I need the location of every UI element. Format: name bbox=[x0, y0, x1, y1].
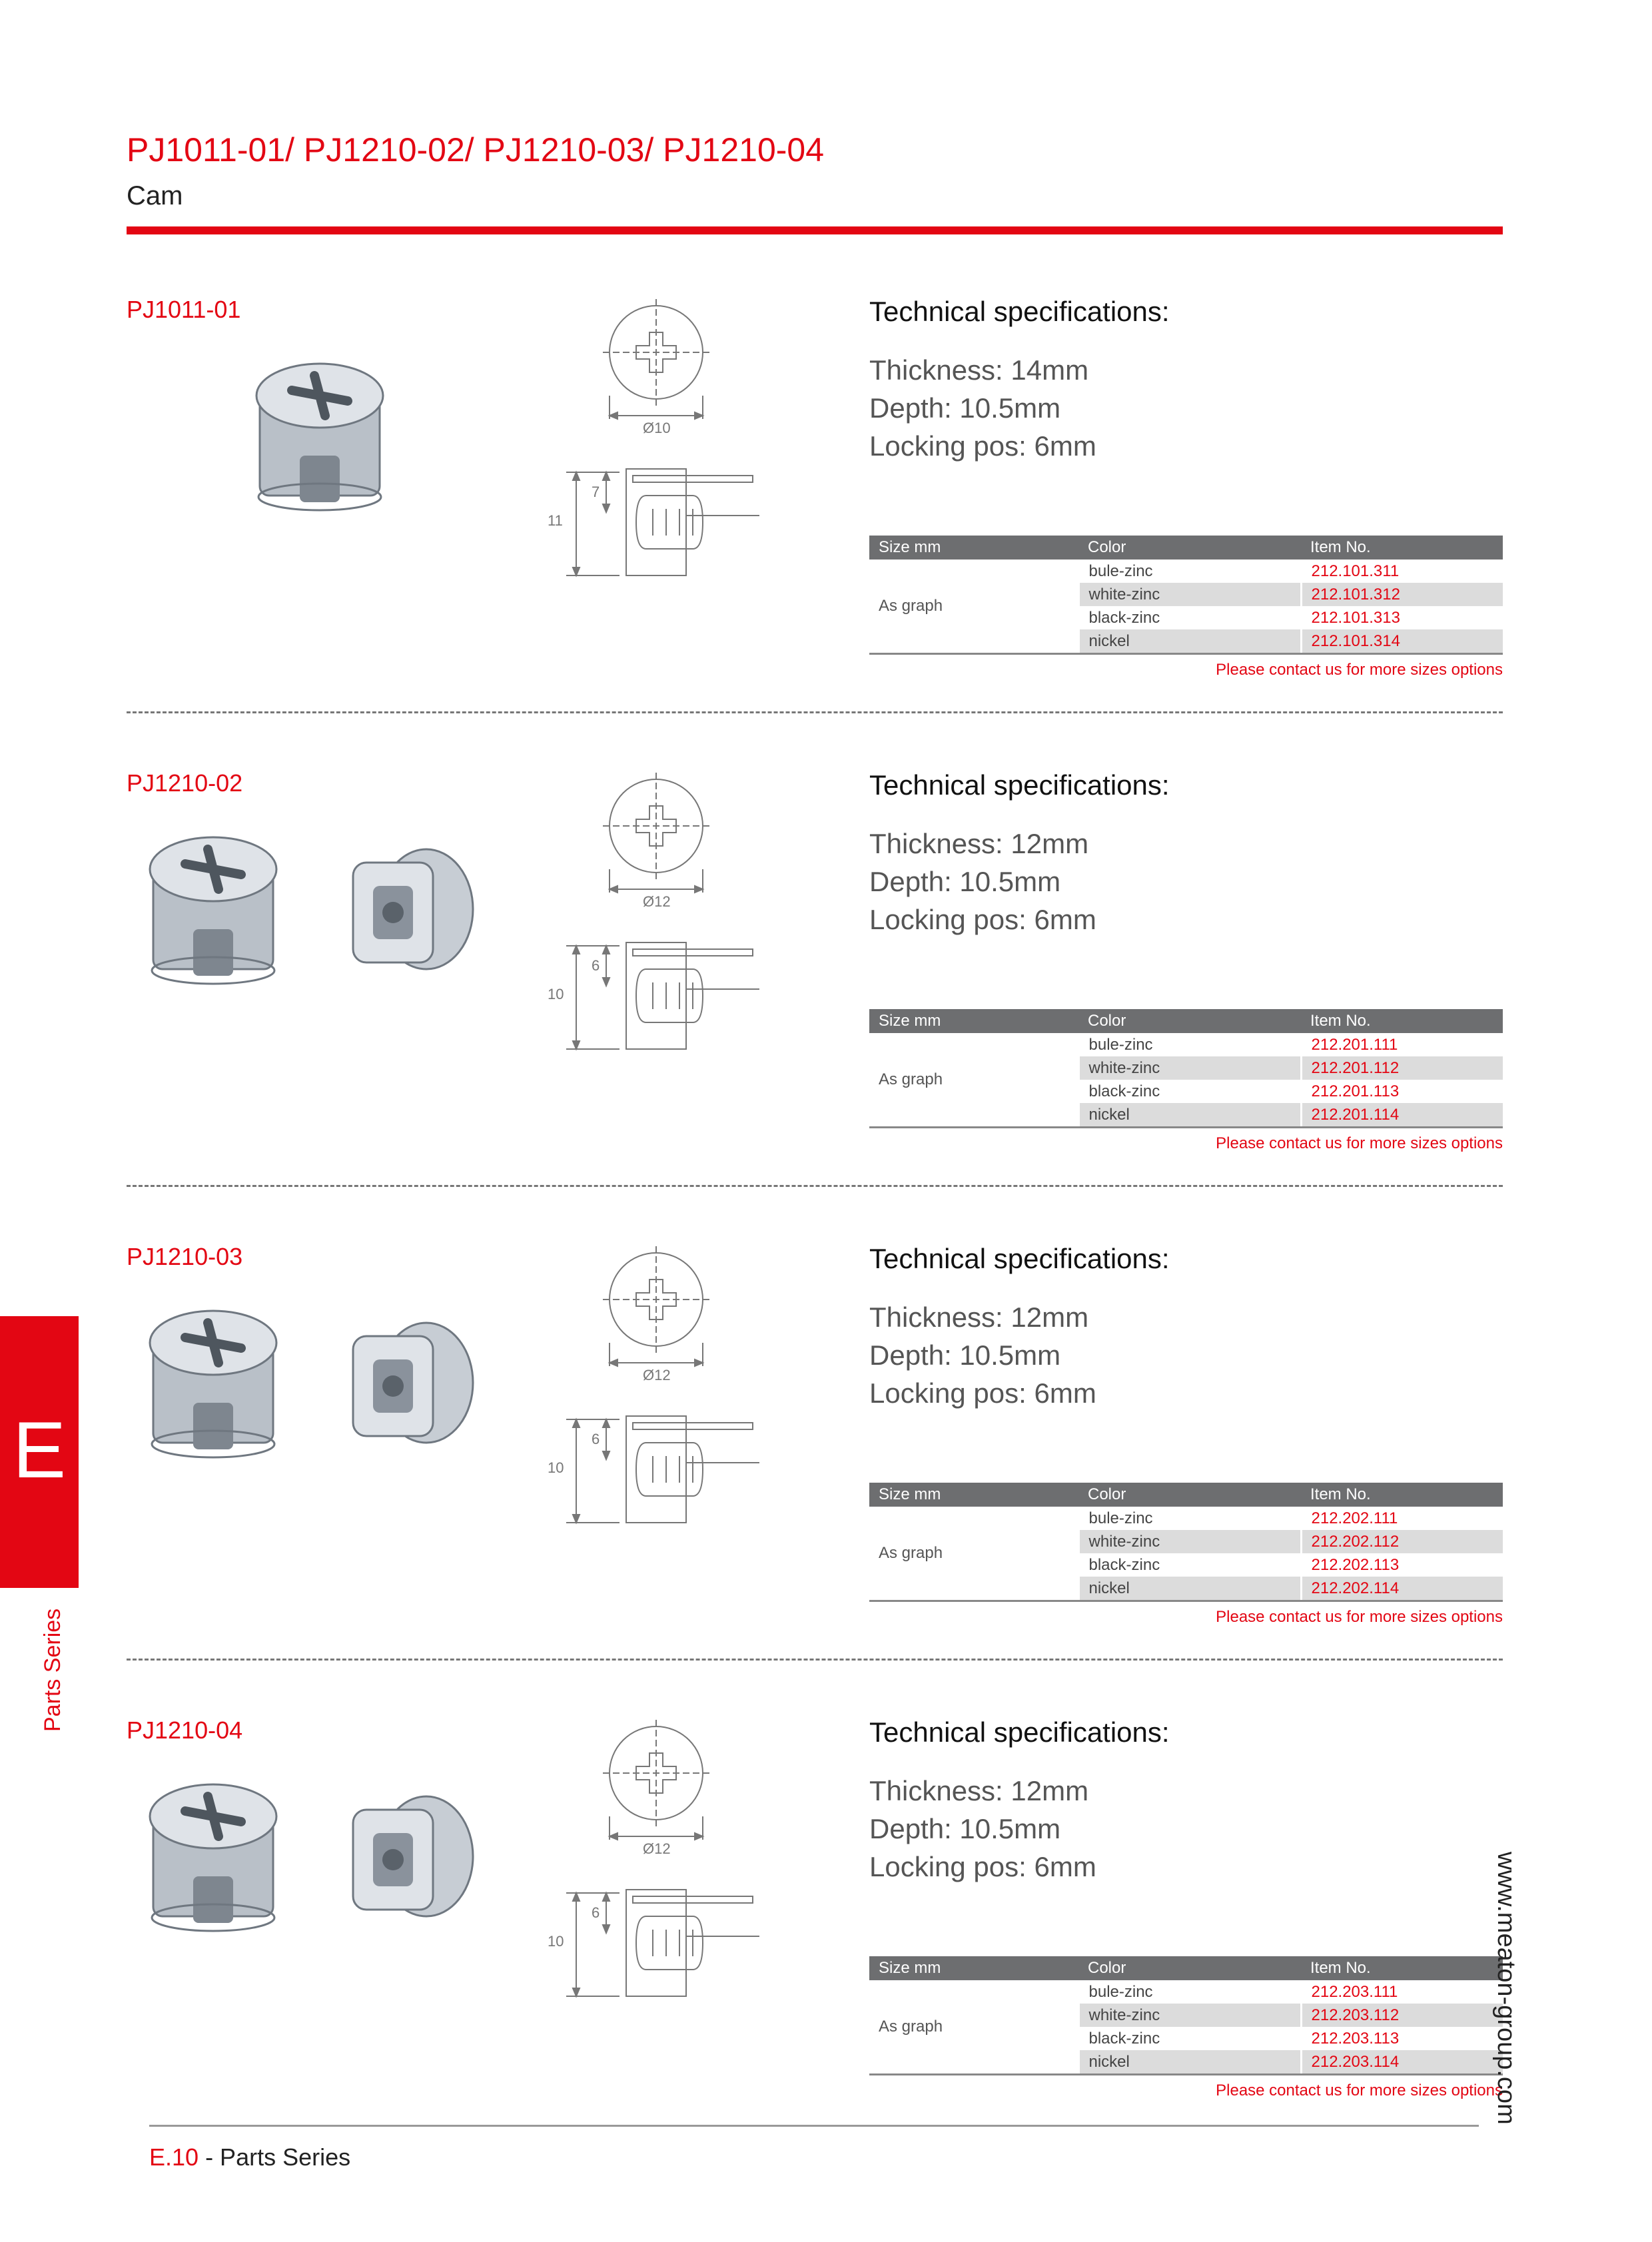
header-size: Size mm bbox=[869, 1483, 1078, 1507]
product-photo-side bbox=[326, 823, 486, 999]
footer-label: - Parts Series bbox=[199, 2143, 351, 2171]
header-item: Item No. bbox=[1301, 1009, 1503, 1033]
color-cell: bule-zinc bbox=[1078, 1980, 1301, 2004]
item-number-cell: 212.202.112 bbox=[1301, 1530, 1503, 1553]
drawing-lock-label: 6 bbox=[592, 957, 600, 974]
drawing-height-label: 11 bbox=[548, 512, 563, 529]
website-url: www.meaton-group.com bbox=[1492, 1852, 1520, 2125]
contact-note: Please contact us for more sizes options bbox=[1216, 1134, 1503, 1152]
drawing-diameter-label: Ø10 bbox=[643, 420, 671, 436]
table-row bbox=[869, 1507, 1503, 1530]
contact-note: Please contact us for more sizes options bbox=[1216, 661, 1503, 679]
color-cell: bule-zinc bbox=[1078, 1507, 1301, 1530]
table-row bbox=[869, 560, 1503, 583]
color-cell: white-zinc bbox=[1078, 2004, 1301, 2027]
footer-page-number: E.10 bbox=[149, 2143, 199, 2171]
spec-line: Depth: 10.5mm bbox=[869, 392, 1061, 424]
product-photo-front bbox=[133, 1770, 293, 1946]
spec-line: Depth: 10.5mm bbox=[869, 866, 1061, 897]
color-cell: black-zinc bbox=[1078, 2027, 1301, 2050]
spec-line: Locking pos: 6mm bbox=[869, 904, 1096, 935]
technical-drawing bbox=[546, 1243, 773, 1589]
product-photo-side bbox=[326, 1296, 486, 1473]
color-cell: black-zinc bbox=[1078, 1080, 1301, 1103]
item-number-cell: 212.203.111 bbox=[1301, 1980, 1503, 2004]
drawing-diameter-label: Ø12 bbox=[643, 893, 671, 910]
page-title: PJ1011-01/ PJ1210-02/ PJ1210-03/ PJ1210-04 bbox=[127, 131, 825, 169]
item-number-cell: 212.201.111 bbox=[1301, 1033, 1503, 1056]
color-cell: bule-zinc bbox=[1078, 560, 1301, 583]
spec-line: Thickness: 12mm bbox=[869, 1775, 1089, 1806]
item-number-cell: 212.202.114 bbox=[1301, 1577, 1503, 1601]
product-code: PJ1210-02 bbox=[127, 769, 243, 797]
table-row bbox=[869, 1033, 1503, 1056]
color-cell: nickel bbox=[1078, 1103, 1301, 1128]
color-cell: white-zinc bbox=[1078, 583, 1301, 606]
drawing-lock-label: 7 bbox=[592, 484, 600, 500]
item-number-cell: 212.101.314 bbox=[1301, 629, 1503, 654]
header-size: Size mm bbox=[869, 1956, 1078, 1980]
item-number-cell: 212.201.114 bbox=[1301, 1103, 1503, 1128]
drawing-height-label: 10 bbox=[548, 986, 564, 1002]
item-number-cell: 212.202.111 bbox=[1301, 1507, 1503, 1530]
header-item: Item No. bbox=[1301, 1483, 1503, 1507]
size-cell: As graph bbox=[869, 560, 1078, 654]
header-item: Item No. bbox=[1301, 536, 1503, 560]
product-code: PJ1011-01 bbox=[127, 296, 241, 323]
drawing-lock-label: 6 bbox=[592, 1431, 600, 1447]
product-section bbox=[0, 1716, 1652, 2191]
item-number-cell: 212.203.113 bbox=[1301, 2027, 1503, 2050]
color-cell: white-zinc bbox=[1078, 1056, 1301, 1080]
drawing-lock-label: 6 bbox=[592, 1904, 600, 1921]
spec-line: Locking pos: 6mm bbox=[869, 1851, 1096, 1882]
spec-line: Locking pos: 6mm bbox=[869, 430, 1096, 462]
technical-drawing bbox=[546, 769, 773, 1116]
color-cell: white-zinc bbox=[1078, 1530, 1301, 1553]
color-cell: nickel bbox=[1078, 629, 1301, 654]
item-number-cell: 212.101.312 bbox=[1301, 583, 1503, 606]
color-cell: black-zinc bbox=[1078, 606, 1301, 629]
footer-divider bbox=[149, 2125, 1479, 2127]
drawing-height-label: 10 bbox=[548, 1933, 564, 1950]
color-cell: bule-zinc bbox=[1078, 1033, 1301, 1056]
spec-heading: Technical specifications: bbox=[869, 1716, 1170, 1748]
spec-line: Depth: 10.5mm bbox=[869, 1339, 1061, 1371]
spec-table bbox=[869, 536, 1503, 655]
spec-heading: Technical specifications: bbox=[869, 1243, 1170, 1274]
size-cell: As graph bbox=[869, 1980, 1078, 2075]
header-color: Color bbox=[1078, 1009, 1301, 1033]
technical-drawing bbox=[546, 1716, 773, 2063]
footer bbox=[149, 2143, 350, 2171]
product-photo-side bbox=[326, 1770, 486, 1946]
item-number-cell: 212.201.112 bbox=[1301, 1056, 1503, 1080]
product-section bbox=[0, 296, 1652, 770]
item-number-cell: 212.101.311 bbox=[1301, 560, 1503, 583]
spec-table bbox=[869, 1483, 1503, 1602]
drawing-diameter-label: Ø12 bbox=[643, 1840, 671, 1857]
spec-line: Thickness: 12mm bbox=[869, 828, 1089, 859]
item-number-cell: 212.203.114 bbox=[1301, 2050, 1503, 2075]
size-cell: As graph bbox=[869, 1033, 1078, 1128]
product-photo-front bbox=[240, 349, 400, 526]
section-divider bbox=[127, 711, 1503, 713]
color-cell: nickel bbox=[1078, 1577, 1301, 1601]
product-code: PJ1210-03 bbox=[127, 1243, 243, 1270]
side-section-letter: E bbox=[12, 1405, 67, 1495]
spec-line: Locking pos: 6mm bbox=[869, 1377, 1096, 1409]
header-item: Item No. bbox=[1301, 1956, 1503, 1980]
title-divider bbox=[127, 226, 1503, 234]
section-divider bbox=[127, 1185, 1503, 1187]
spec-table bbox=[869, 1009, 1503, 1128]
item-number-cell: 212.201.113 bbox=[1301, 1080, 1503, 1103]
page-subtitle: Cam bbox=[127, 181, 183, 210]
spec-line: Depth: 10.5mm bbox=[869, 1813, 1061, 1844]
product-code: PJ1210-04 bbox=[127, 1716, 243, 1744]
product-section bbox=[0, 1243, 1652, 1717]
product-photo-front bbox=[133, 1296, 293, 1473]
header-color: Color bbox=[1078, 1483, 1301, 1507]
size-cell: As graph bbox=[869, 1507, 1078, 1601]
header-color: Color bbox=[1078, 1956, 1301, 1980]
drawing-diameter-label: Ø12 bbox=[643, 1367, 671, 1383]
spec-heading: Technical specifications: bbox=[869, 769, 1170, 801]
header-size: Size mm bbox=[869, 1009, 1078, 1033]
header-size: Size mm bbox=[869, 536, 1078, 560]
header-color: Color bbox=[1078, 536, 1301, 560]
item-number-cell: 212.101.313 bbox=[1301, 606, 1503, 629]
drawing-height-label: 10 bbox=[548, 1459, 564, 1476]
product-section bbox=[0, 769, 1652, 1244]
spec-line: Thickness: 12mm bbox=[869, 1302, 1089, 1333]
technical-drawing bbox=[546, 296, 773, 642]
item-number-cell: 212.202.113 bbox=[1301, 1553, 1503, 1577]
section-divider bbox=[127, 1659, 1503, 1661]
spec-line: Thickness: 14mm bbox=[869, 354, 1089, 386]
side-series-label: Parts Series bbox=[40, 1608, 65, 1732]
spec-heading: Technical specifications: bbox=[869, 296, 1170, 327]
spec-table bbox=[869, 1956, 1503, 2075]
color-cell: nickel bbox=[1078, 2050, 1301, 2075]
contact-note: Please contact us for more sizes options bbox=[1216, 2081, 1503, 2099]
color-cell: black-zinc bbox=[1078, 1553, 1301, 1577]
contact-note: Please contact us for more sizes options bbox=[1216, 1608, 1503, 1626]
table-row bbox=[869, 1980, 1503, 2004]
item-number-cell: 212.203.112 bbox=[1301, 2004, 1503, 2027]
product-photo-front bbox=[133, 823, 293, 999]
